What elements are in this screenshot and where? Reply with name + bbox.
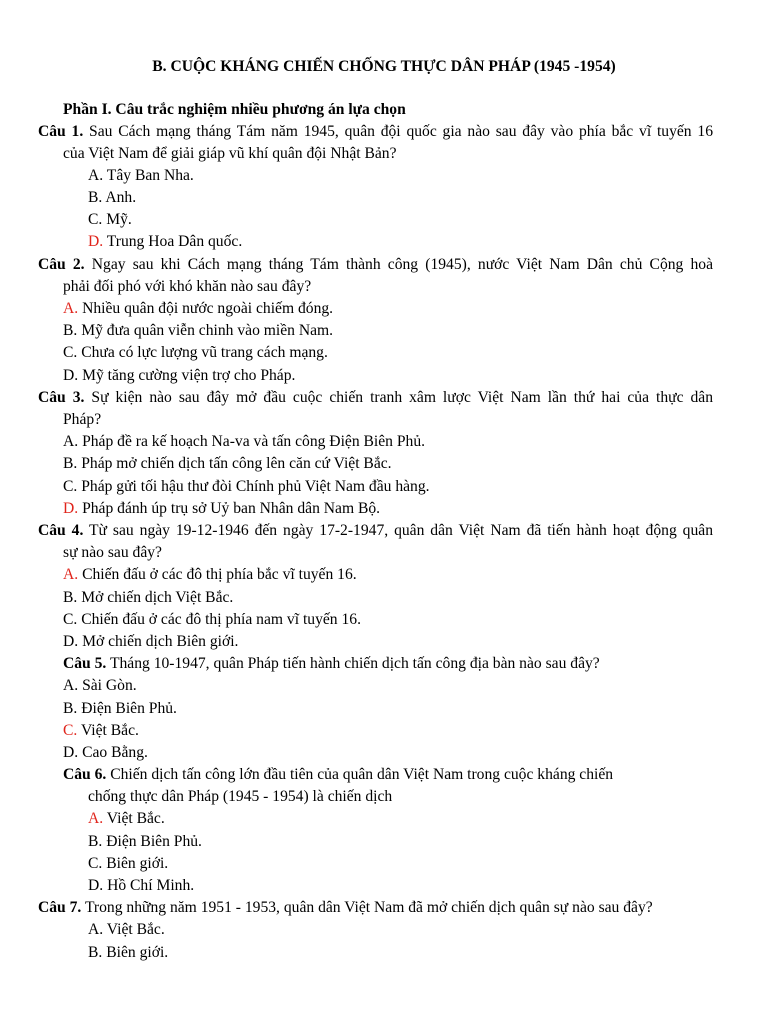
question-2-option-d: D. Mỹ tăng cường viện trợ cho Pháp.: [63, 367, 296, 384]
answer-marker: A.: [63, 566, 79, 583]
question-6-option-c: C. Biên giới.: [88, 855, 169, 872]
question-4-line-1: Câu 4. Từ sau ngày 19-12-1946 đến ngày 17-2-1947, quân dân Việt Nam đã tiến hành hoạt động quân: [38, 522, 713, 539]
question-3-option-a: A. Pháp đề ra kế hoạch Na-va và tấn công Điện Biên Phủ.: [63, 433, 426, 450]
question-4-option-d: D. Mở chiến dịch Biên giới.: [63, 633, 239, 650]
question-7-label: Câu 7.: [38, 899, 82, 916]
question-5-option-d: D. Cao Bằng.: [63, 744, 148, 761]
question-2-label: Câu 2.: [38, 256, 85, 273]
question-4-option-a: A. Chiến đấu ở các đô thị phía bắc vĩ tuyến 16.: [63, 566, 357, 583]
document-title: B. CUỘC KHÁNG CHIẾN CHỐNG THỰC DÂN PHÁP (1945 -1954): [152, 58, 616, 75]
question-5-line-1: Câu 5. Tháng 10-1947, quân Pháp tiến hành chiến dịch tấn công địa bàn nào sau đây?: [63, 655, 600, 672]
question-5-option-b: B. Điện Biên Phủ.: [63, 700, 177, 717]
question-1-line-2: của Việt Nam để giải giáp vũ khí quân đội Nhật Bản?: [63, 145, 397, 162]
question-4-option-c: C. Chiến đấu ở các đô thị phía nam vĩ tuyến 16.: [63, 611, 361, 628]
question-3-label: Câu 3.: [38, 389, 85, 406]
question-1-option-c: C. Mỹ.: [88, 211, 132, 228]
question-5-label: Câu 5.: [63, 655, 107, 672]
question-1-label: Câu 1.: [38, 123, 84, 140]
question-2-option-b: B. Mỹ đưa quân viễn chinh vào miền Nam.: [63, 322, 334, 339]
answer-marker: A.: [88, 810, 104, 827]
question-3-option-b: B. Pháp mở chiến dịch tấn công lên căn cứ Việt Bắc.: [63, 455, 392, 472]
question-6-line-2: chống thực dân Pháp (1945 - 1954) là chiến dịch: [88, 788, 393, 805]
question-4-line-2: sự nào sau đây?: [63, 544, 162, 561]
question-4-option-b: B. Mở chiến dịch Việt Bắc.: [63, 589, 234, 606]
question-7-option-b: B. Biên giới.: [88, 944, 169, 961]
question-3-line-1: Câu 3. Sự kiện nào sau đây mở đầu cuộc chiến tranh xâm lược Việt Nam lần thứ hai của thực dân: [38, 389, 713, 406]
question-3-line-2: Pháp?: [63, 411, 102, 428]
question-5-option-a: A. Sài Gòn.: [63, 677, 137, 694]
question-1-option-d: D. Trung Hoa Dân quốc.: [88, 233, 243, 250]
question-7-option-a: A. Việt Bắc.: [88, 921, 165, 938]
answer-marker: D.: [88, 233, 104, 250]
question-4-label: Câu 4.: [38, 522, 84, 539]
answer-marker: D.: [63, 500, 79, 517]
question-2-line-1: Câu 2. Ngay sau khi Cách mạng tháng Tám thành công (1945), nước Việt Nam Dân chủ Cộng hoà: [38, 256, 714, 273]
question-3-option-c: C. Pháp gửi tối hậu thư đòi Chính phủ Việt Nam đầu hàng.: [63, 478, 430, 495]
question-5-option-c: C. Việt Bắc.: [63, 722, 139, 739]
question-6-option-a: A. Việt Bắc.: [88, 810, 165, 827]
question-2-line-2: phải đối phó với khó khăn nào sau đây?: [63, 278, 312, 295]
answer-marker: A.: [63, 300, 79, 317]
question-1-option-a: A. Tây Ban Nha.: [88, 167, 194, 184]
question-2-option-a: A. Nhiều quân đội nước ngoài chiếm đóng.: [63, 300, 334, 317]
question-1-option-b: B. Anh.: [88, 189, 137, 206]
question-6-option-d: D. Hồ Chí Minh.: [88, 877, 195, 894]
question-6-line-1: Câu 6. Chiến dịch tấn công lớn đầu tiên của quân dân Việt Nam trong cuộc kháng chiến: [63, 766, 614, 783]
question-1-line-1: Câu 1. Sau Cách mạng tháng Tám năm 1945, quân đội quốc gia nào sau đây vào phía bắc vĩ tuyến 16: [38, 123, 713, 140]
question-3-option-d: D. Pháp đánh úp trụ sở Uỷ ban Nhân dân Nam Bộ.: [63, 500, 381, 517]
question-6-option-b: B. Điện Biên Phủ.: [88, 833, 202, 850]
question-2-option-c: C. Chưa có lực lượng vũ trang cách mạng.: [63, 344, 328, 361]
section-heading: Phần I. Câu trắc nghiệm nhiều phương án lựa chọn: [63, 101, 406, 118]
answer-marker: C.: [63, 722, 78, 739]
question-7-line-1: Câu 7. Trong những năm 1951 - 1953, quân dân Việt Nam đã mở chiến dịch quân sự nào sau đây?: [38, 899, 653, 916]
question-6-label: Câu 6.: [63, 766, 107, 783]
